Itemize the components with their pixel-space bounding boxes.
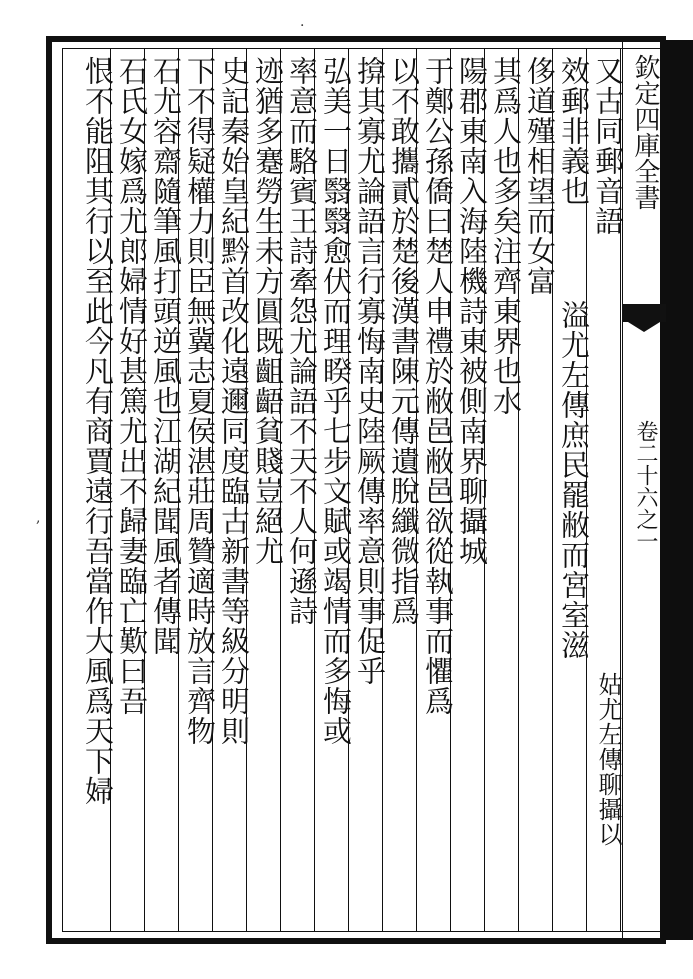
text-column: 效郵非義也 <box>557 56 591 206</box>
text-column: 迹猶多蹇勞生未方圓既齟齬貧賤豈絕尤 <box>251 56 285 566</box>
text-column: 恨不能阻其行以至此今凡有商賈遠行吾當作大風爲天下婦 <box>81 56 115 806</box>
juan-number: 卷二十六之一 <box>633 420 658 552</box>
text-column: 石氏女嫁爲尤郎婦情好甚篤尤出不歸妻臨亡歎曰吾 <box>115 56 149 716</box>
text-column: 以不敢攜貳於楚後漢書陳元傳遺脫纖微指爲 <box>387 56 421 626</box>
text-column: 石尤容齋隨筆風打頭逆風也江湖紀聞風者傳聞 <box>149 56 183 656</box>
book-title: 欽定四庫全書 <box>630 54 660 210</box>
text-column: 揜其寡尤論語言行寡悔南史陸厥傳率意則事促乎 <box>353 56 387 686</box>
text-column: 又古同郵音語 <box>591 56 625 236</box>
stray-mark: · <box>300 18 305 34</box>
text-column: 其爲人也多矣注齊東界也水 <box>489 56 523 416</box>
text-column: 弘美一日翳翳愈伏而理睽乎七步文賦或竭情而多悔或 <box>319 56 353 746</box>
binding-edge <box>660 40 693 940</box>
fishtail-mark <box>622 304 666 322</box>
stray-mark: , <box>36 510 41 526</box>
annotation-tail: 姑尤左傳聊攝以 <box>594 672 622 847</box>
text-column: 陽郡東南入海陸機詩東被側南界聊攝城 <box>455 56 489 566</box>
text-column: 侈道殣相望而女富 <box>523 56 557 296</box>
text-column: 溢尤左傳庶民罷敝而宮室滋 <box>557 300 591 660</box>
text-column: 史記秦始皇紀黔首改化遠邇同度臨古新書等級分明則 <box>217 56 251 746</box>
text-column: 下不得疑權力則臣無冀志夏侯湛莊周贊適時放言齊物 <box>183 56 217 746</box>
text-column: 率意而駱賓王詩牽怨尤論語不天不人何遜詩 <box>285 56 319 626</box>
text-column: 于鄭公孫僑曰楚人申禮於敝邑敝邑欲從執事而懼爲 <box>421 56 455 716</box>
text-column-hidden <box>64 56 78 926</box>
